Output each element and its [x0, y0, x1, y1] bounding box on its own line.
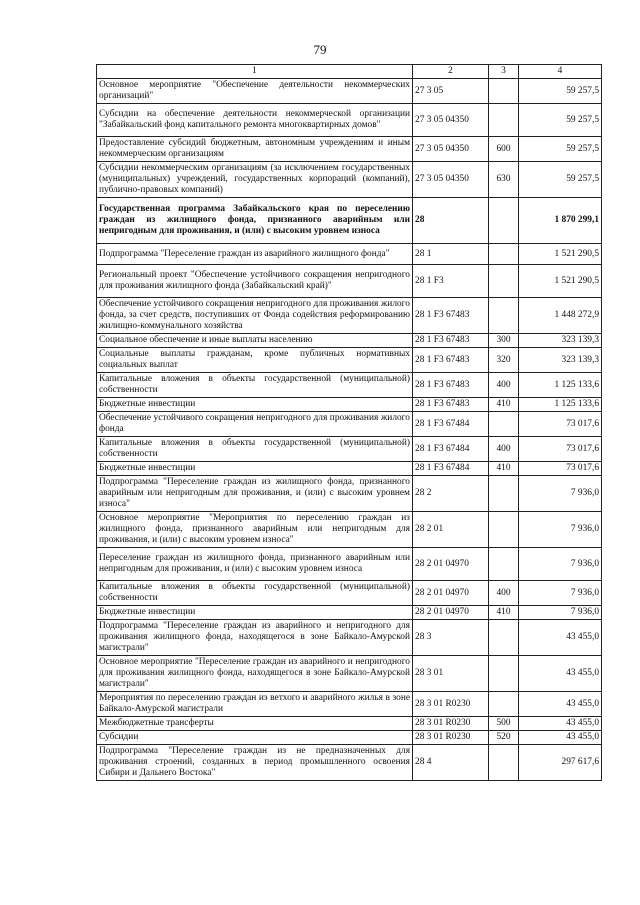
- row-type-cell: 400: [489, 373, 519, 398]
- row-amount-cell: 1 521 290,5: [519, 265, 602, 298]
- row-name-cell: Обеспечение устойчивого сокращения непригодного для проживания жилого фонда: [97, 412, 413, 437]
- row-name-cell: Социальное обеспечение и иные выплаты населению: [97, 334, 413, 348]
- table-row: [97, 298, 602, 334]
- row-type-cell: 400: [489, 581, 519, 606]
- row-name-cell: Социальные выплаты гражданам, кроме публичных нормативных социальных выплат: [97, 348, 413, 373]
- column-header-amount: 4: [519, 65, 602, 79]
- row-code-cell: 27 3 05 04350: [413, 104, 489, 137]
- table-row: [97, 462, 602, 476]
- table-row: [97, 437, 602, 462]
- row-name-cell: Обеспечение устойчивого сокращения непригодного для проживания жилого фонда, за счет средств, поступивших от Фонда содействия реформированию жилищно-коммунального хозяйства: [97, 298, 413, 334]
- table-row: [97, 512, 602, 548]
- table-row: [97, 476, 602, 512]
- row-type-cell: [489, 548, 519, 581]
- table-row: [97, 244, 602, 265]
- row-code-cell: 28 1 F3 67483: [413, 334, 489, 348]
- row-name-cell: Бюджетные инвестиции: [97, 606, 413, 620]
- row-type-cell: [489, 745, 519, 781]
- row-name-cell: Субсидии: [97, 731, 413, 745]
- table-row: [97, 581, 602, 606]
- row-amount-cell: 59 257,5: [519, 104, 602, 137]
- row-code-cell: 28 1 F3: [413, 265, 489, 298]
- row-type-cell: 520: [489, 731, 519, 745]
- table-row: [97, 548, 602, 581]
- table-row: [97, 717, 602, 731]
- row-code-cell: 28 2 01 04970: [413, 548, 489, 581]
- row-name-cell: Основное мероприятие "Мероприятия по переселению граждан из жилищного фонда, признанного аварийным или непригодным для проживания, и (или) с высоким уровнем износа": [97, 512, 413, 548]
- page-number: 79: [313, 42, 327, 57]
- row-code-cell: 28 1 F3 67483: [413, 298, 489, 334]
- row-code-cell: 28 1 F3 67483: [413, 398, 489, 412]
- row-amount-cell: 43 455,0: [519, 692, 602, 717]
- row-name-cell: Переселение граждан из жилищного фонда, признанного аварийным или непригодным для проживания, и (или) с высоким уровнем износа: [97, 548, 413, 581]
- table-row: [97, 745, 602, 781]
- row-name-cell: Межбюджетные трансферты: [97, 717, 413, 731]
- row-type-cell: [489, 244, 519, 265]
- row-type-cell: [489, 476, 519, 512]
- table-row: [97, 398, 602, 412]
- row-code-cell: 28 3 01 R0230: [413, 717, 489, 731]
- column-header-name: 1: [97, 65, 413, 79]
- row-type-cell: 630: [489, 162, 519, 198]
- row-code-cell: 28: [413, 198, 489, 244]
- row-amount-cell: 43 455,0: [519, 620, 602, 656]
- row-amount-cell: 59 257,5: [519, 162, 602, 198]
- table-row: [97, 412, 602, 437]
- row-code-cell: 28 2 01 04970: [413, 581, 489, 606]
- row-type-cell: 320: [489, 348, 519, 373]
- row-code-cell: 28 3 01 R0230: [413, 731, 489, 745]
- column-header-type: 3: [489, 65, 519, 79]
- table-row: [97, 373, 602, 398]
- row-amount-cell: 1 521 290,5: [519, 244, 602, 265]
- row-name-cell: Подпрограмма "Переселение граждан из аварийного жилищного фонда": [97, 244, 413, 265]
- row-name-cell: Бюджетные инвестиции: [97, 398, 413, 412]
- row-type-cell: 300: [489, 334, 519, 348]
- row-amount-cell: 1 125 133,6: [519, 398, 602, 412]
- table-row: [97, 620, 602, 656]
- row-name-cell: Основное мероприятие "Переселение граждан из аварийного и непригодного для проживания жилищного фонда, находящегося в зоне Байкало-Амурской магистрали": [97, 656, 413, 692]
- row-code-cell: 27 3 05: [413, 79, 489, 104]
- row-amount-cell: 43 455,0: [519, 731, 602, 745]
- row-name-cell: Капитальные вложения в объекты государственной (муниципальной) собственности: [97, 373, 413, 398]
- row-type-cell: [489, 656, 519, 692]
- row-code-cell: 28 1 F3 67484: [413, 412, 489, 437]
- row-type-cell: 600: [489, 137, 519, 162]
- row-type-cell: 500: [489, 717, 519, 731]
- row-name-cell: Капитальные вложения в объекты государственной (муниципальной) собственности: [97, 581, 413, 606]
- row-amount-cell: 73 017,6: [519, 412, 602, 437]
- row-type-cell: [489, 298, 519, 334]
- table-row: [97, 334, 602, 348]
- row-code-cell: 28 3 01 R0230: [413, 692, 489, 717]
- row-code-cell: 28 3 01: [413, 656, 489, 692]
- table-row: [97, 606, 602, 620]
- table-row: [97, 104, 602, 137]
- row-name-cell: Государственная программа Забайкальского края по переселению граждан из жилищного фонда, признанного аварийным или непригодным для проживания, и (или) с высоким уровнем износа: [97, 198, 413, 244]
- table-header-row: [97, 65, 602, 79]
- table-row: [97, 137, 602, 162]
- row-amount-cell: 73 017,6: [519, 437, 602, 462]
- row-amount-cell: 43 455,0: [519, 717, 602, 731]
- row-amount-cell: 7 936,0: [519, 548, 602, 581]
- row-amount-cell: 43 455,0: [519, 656, 602, 692]
- row-amount-cell: 297 617,6: [519, 745, 602, 781]
- row-code-cell: 28 1 F3 67484: [413, 462, 489, 476]
- row-name-cell: Субсидии на обеспечение деятельности некоммерческой организации "Забайкальский фонд капитального ремонта многоквартирных домов": [97, 104, 413, 137]
- row-code-cell: 28 1 F3 67483: [413, 348, 489, 373]
- row-type-cell: [489, 692, 519, 717]
- row-amount-cell: 7 936,0: [519, 512, 602, 548]
- table-row: [97, 265, 602, 298]
- table-row: [97, 348, 602, 373]
- row-code-cell: 28 2: [413, 476, 489, 512]
- table-row: [97, 162, 602, 198]
- row-type-cell: [489, 620, 519, 656]
- row-name-cell: Подпрограмма "Переселение граждан из аварийного и непригодного для проживания жилищного фонда, находящегося в зоне Байкало-Амурской магистрали": [97, 620, 413, 656]
- budget-table: [96, 64, 602, 781]
- row-name-cell: Субсидии некоммерческим организациям (за исключением государственных (муниципальных) учреждений, государственных корпораций (компаний), публично-правовых компаний): [97, 162, 413, 198]
- row-type-cell: [489, 104, 519, 137]
- table-row: [97, 731, 602, 745]
- row-name-cell: Предоставление субсидий бюджетным, автономным учреждениям и иным некоммерческим организациям: [97, 137, 413, 162]
- row-type-cell: [489, 265, 519, 298]
- table-row: [97, 79, 602, 104]
- row-amount-cell: 59 257,5: [519, 137, 602, 162]
- row-amount-cell: 7 936,0: [519, 476, 602, 512]
- row-amount-cell: 1 125 133,6: [519, 373, 602, 398]
- row-amount-cell: 73 017,6: [519, 462, 602, 476]
- row-name-cell: Подпрограмма "Переселение граждан из жилищного фонда, признанного аварийным или непригодным для проживания, и (или) с высоким уровнем износа": [97, 476, 413, 512]
- row-amount-cell: 59 257,5: [519, 79, 602, 104]
- row-code-cell: 28 1: [413, 244, 489, 265]
- row-name-cell: Капитальные вложения в объекты государственной (муниципальной) собственности: [97, 437, 413, 462]
- row-type-cell: 400: [489, 437, 519, 462]
- row-type-cell: 410: [489, 462, 519, 476]
- row-name-cell: Бюджетные инвестиции: [97, 462, 413, 476]
- row-code-cell: 28 2 01 04970: [413, 606, 489, 620]
- row-name-cell: Региональный проект "Обеспечение устойчивого сокращения непригодного для проживания жилищного фонда (Забайкальский край)": [97, 265, 413, 298]
- row-name-cell: Мероприятия по переселению граждан из ветхого и аварийного жилья в зоне Байкало-Амурской магистрали: [97, 692, 413, 717]
- row-name-cell: Основное мероприятие "Обеспечение деятельности некоммерческих организаций": [97, 79, 413, 104]
- table-row: [97, 692, 602, 717]
- table-body: [97, 79, 602, 781]
- table-row: [97, 198, 602, 244]
- row-name-cell: Подпрограмма "Переселение граждан из не предназначенных для проживания строений, созданных в период промышленного освоения Сибири и Дальнего Востока": [97, 745, 413, 781]
- row-type-cell: [489, 512, 519, 548]
- row-amount-cell: 323 139,3: [519, 334, 602, 348]
- row-amount-cell: 1 448 272,9: [519, 298, 602, 334]
- table-row: [97, 656, 602, 692]
- row-amount-cell: 323 139,3: [519, 348, 602, 373]
- row-code-cell: 27 3 05 04350: [413, 137, 489, 162]
- row-code-cell: 27 3 05 04350: [413, 162, 489, 198]
- row-code-cell: 28 2 01: [413, 512, 489, 548]
- row-code-cell: 28 1 F3 67484: [413, 437, 489, 462]
- row-amount-cell: 1 870 299,1: [519, 198, 602, 244]
- row-type-cell: [489, 198, 519, 244]
- row-amount-cell: 7 936,0: [519, 581, 602, 606]
- row-type-cell: 410: [489, 606, 519, 620]
- row-code-cell: 28 1 F3 67483: [413, 373, 489, 398]
- row-code-cell: 28 3: [413, 620, 489, 656]
- row-type-cell: 410: [489, 398, 519, 412]
- row-type-cell: [489, 412, 519, 437]
- column-header-code: 2: [413, 65, 489, 79]
- row-amount-cell: 7 936,0: [519, 606, 602, 620]
- row-type-cell: [489, 79, 519, 104]
- row-code-cell: 28 4: [413, 745, 489, 781]
